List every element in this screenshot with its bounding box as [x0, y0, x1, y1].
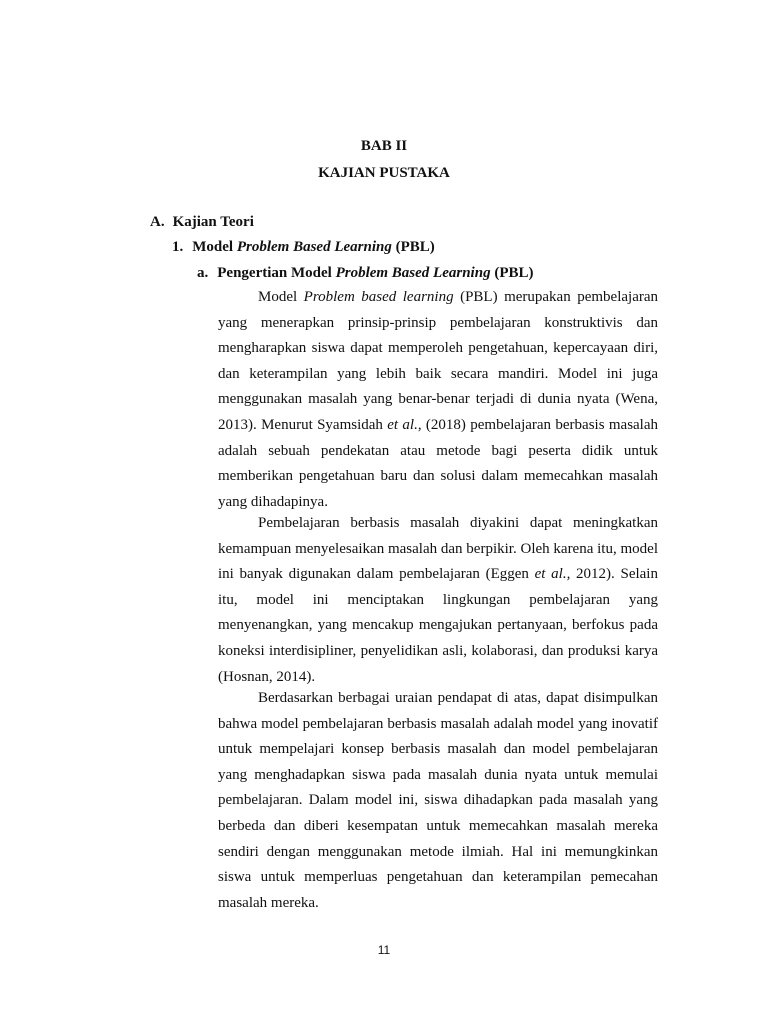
paragraph-1: [218, 285, 658, 515]
subsection-heading-1: [172, 237, 435, 257]
paragraph-text: 2012). Selain itu, model ini menciptakan lingkungan pembelajaran yang menyenangkan, yang mencakup mengajukan pertanyaan, berfokus pada koneksi interdisipliner, penyelidikan asli, kolaborasi, dan produksi karya (Hosnan, 2014).: [218, 566, 658, 685]
paragraph-text: (PBL) merupakan pembelajaran yang menerapkan prinsip-prinsip pembelajaran konstruktivis dan mengharapkan siswa dapat memperoleh pengetahuan, kepercayaan diri, dan keterampilan yang lebih baik secara mandiri. Model ini juga menggunakan masalah yang benar-benar terjadi di dunia nyata (Wena, 2013). Menurut Syamsidah: [218, 289, 659, 433]
chapter-number: BAB II: [360, 138, 408, 154]
paragraph-2: [218, 511, 658, 690]
paragraph-3: [218, 686, 658, 916]
paragraph-italic: et al.,: [534, 566, 571, 583]
subsubsection-marker: a.: [197, 265, 209, 281]
subsection-title-italic: Problem Based Learning: [236, 239, 392, 255]
subsubsection-heading-a: [197, 263, 534, 283]
subsubsection-title-pre: Pengertian Model: [217, 265, 336, 281]
chapter-title: KAJIAN PUSTAKA: [318, 165, 450, 181]
paragraph-text: Model: [258, 289, 304, 305]
section-heading-a: [150, 212, 254, 232]
paragraph-italic: et al.: [387, 416, 418, 433]
paragraph-text: Pembelajaran berbasis masalah diyakini dapat meningkatkan kemampuan menyelesaikan masalah dan berpikir. Oleh karena itu, model ini banyak digunakan dalam pembelajaran (Eggen: [218, 515, 658, 583]
paragraph-text: Berdasarkan berbagai uraian pendapat di atas, dapat disimpulkan bahwa model pembelajaran berbasis masalah adalah model yang inovatif untuk mempelajari konsep berbasis masalah dan model pembelajaran yang menghadapkan siswa pada masalah dunia nyata untuk memulai pembelajaran. Dalam model ini, siswa dihadapkan pada masalah yang berbeda dan diberi kesempatan untuk memecahkan masalah mereka sendiri dengan menggunakan metode ilmiah. Hal ini memungkinkan siswa untuk memperluas pengetahuan dan keterampilan pemecahan masalah mereka.: [218, 690, 658, 911]
subsection-title-post: (PBL): [391, 239, 435, 255]
paragraph-italic: Problem based learning: [303, 289, 454, 305]
subsubsection-title-post: (PBL): [490, 265, 534, 281]
page-number: 11: [377, 943, 391, 957]
subsection-title-pre: Model: [192, 239, 237, 255]
subsection-marker: 1.: [172, 239, 184, 255]
section-title: Kajian Teori: [172, 214, 254, 230]
subsubsection-title-italic: Problem Based Learning: [335, 265, 491, 281]
paragraph-text: , (2018) pembelajaran berbasis masalah adalah sebuah pendekatan atau metode bagi peserta didik untuk memberikan pengetahuan baru dan solusi dalam memecahkan masalah yang dihadapinya.: [218, 416, 659, 510]
section-marker: A.: [150, 214, 165, 230]
